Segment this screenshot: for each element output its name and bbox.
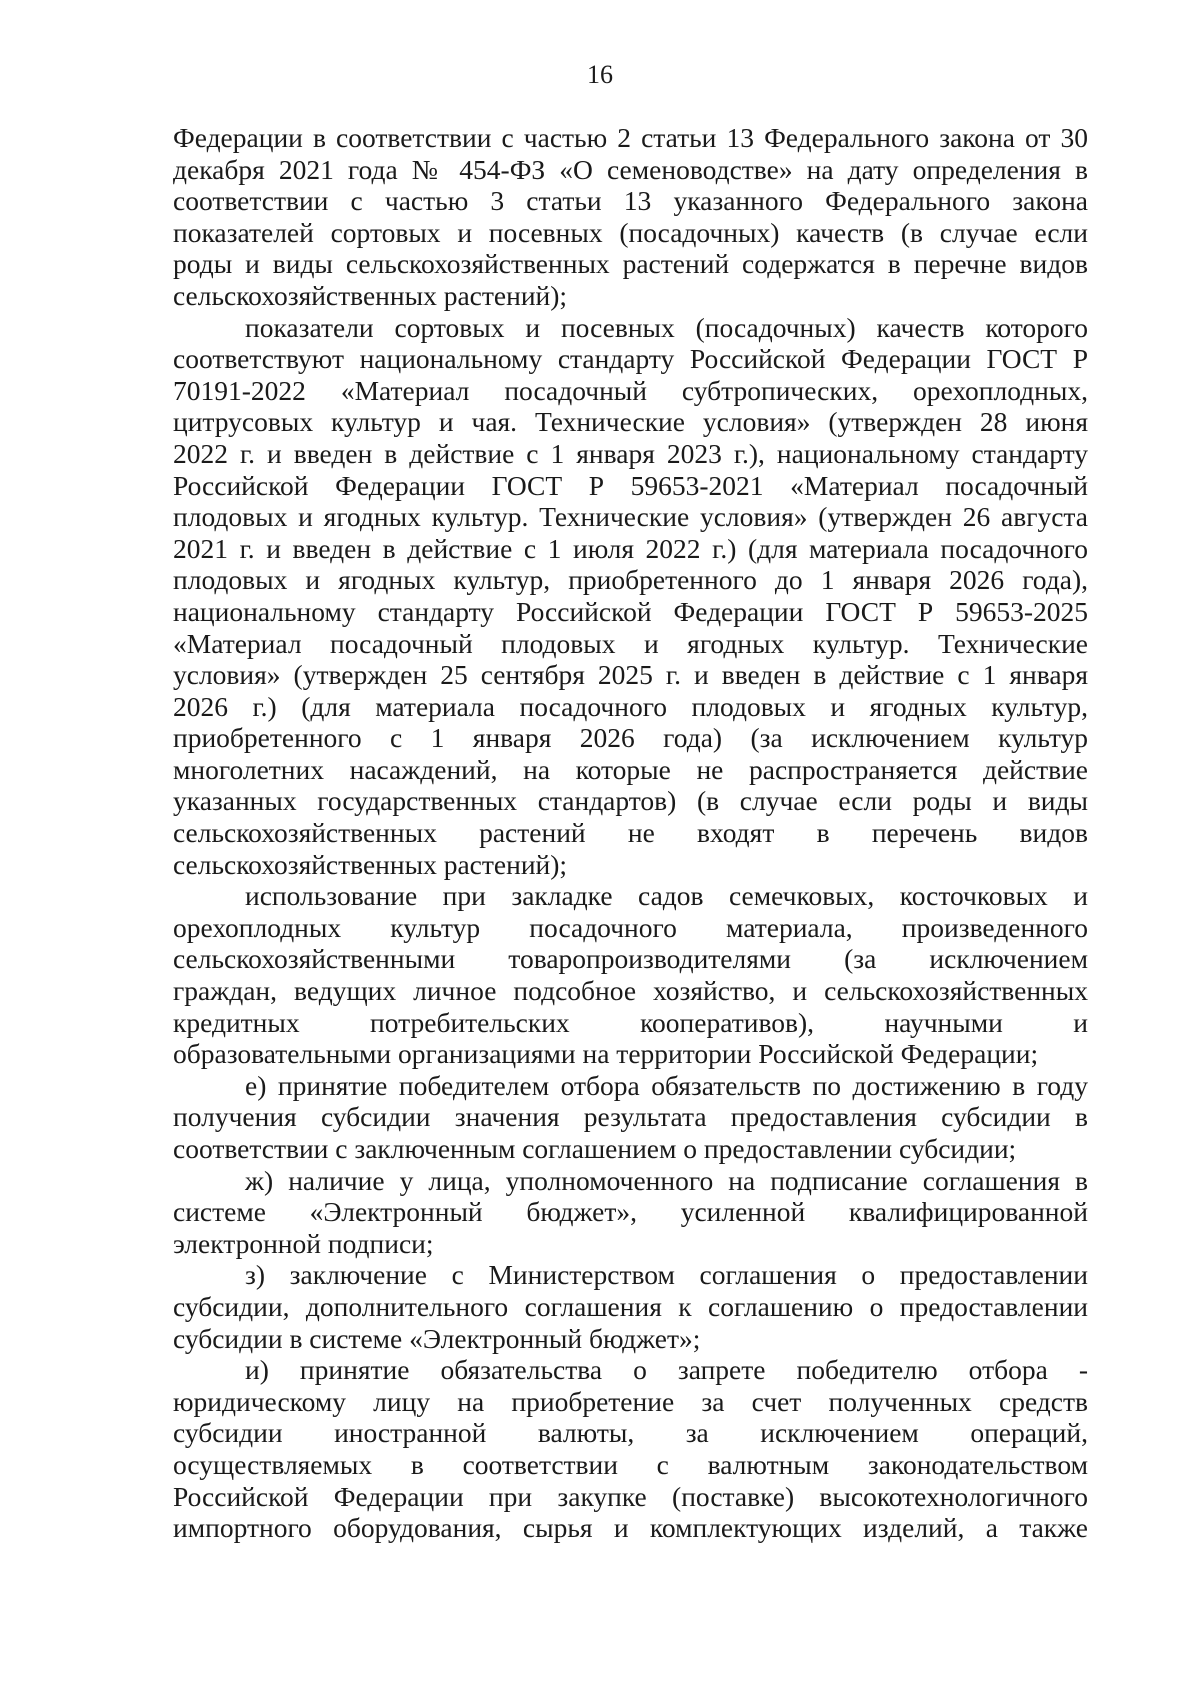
text-line: плодовых и ягодных культур, приобретенного до 1 января 2026 года), bbox=[173, 564, 1088, 596]
text-line: сельскохозяйственных растений); bbox=[173, 279, 568, 311]
text-line: осуществляемых в соответствии с валютным законодательством bbox=[173, 1448, 1088, 1480]
text-line: 2026 г.) (для материала посадочного плодовых и ягодных культур, bbox=[173, 690, 1088, 722]
text-line: национальному стандарту Российской Федерации ГОСТ Р 59653-2025 bbox=[173, 595, 1088, 627]
text-line: субсидии в системе «Электронный бюджет»; bbox=[173, 1322, 701, 1354]
text-line: и) принятие обязательства о запрете победителю отбора - bbox=[245, 1354, 1088, 1386]
page-number: 16 bbox=[587, 60, 613, 89]
text-line: импортного оборудования, сырья и комплектующих изделий, а также bbox=[173, 1512, 1088, 1544]
text-line: з) заключение с Министерством соглашения о предоставлении bbox=[245, 1259, 1088, 1291]
paragraph bbox=[173, 1070, 1088, 1165]
text-line: Российской Федерации ГОСТ Р 59653-2021 «Материал посадочный bbox=[173, 469, 1088, 501]
text-line: Российской Федерации при закупке (поставке) высокотехнологичного bbox=[173, 1480, 1088, 1512]
text-line: ж) наличие у лица, уполномоченного на подписание соглашения в bbox=[245, 1164, 1088, 1196]
text-line: роды и виды сельскохозяйственных растений содержатся в перечне видов bbox=[173, 248, 1088, 280]
paragraph bbox=[173, 122, 1088, 312]
document-body bbox=[173, 122, 1088, 1544]
text-line: цитрусовых культур и чая. Технические условия» (утвержден 28 июня bbox=[173, 406, 1088, 438]
text-line: соответствии с заключенным соглашением о предоставлении субсидии; bbox=[173, 1133, 1017, 1164]
text-line: 2022 г. и введен в действие с 1 января 2023 г.), национальному стандарту bbox=[173, 437, 1088, 469]
text-line: использование при закладке садов семечковых, косточковых и bbox=[245, 880, 1088, 912]
text-line: приобретенного с 1 января 2026 года) (за исключением культур bbox=[173, 722, 1088, 754]
text-line: получения субсидии значения результата предоставления субсидии в bbox=[173, 1101, 1088, 1133]
text-line: Федерации в соответствии с частью 2 статьи 13 Федерального закона от 30 bbox=[173, 122, 1088, 153]
text-line: сельскохозяйственными товаропроизводителями (за исключением bbox=[173, 943, 1088, 975]
text-line: показатели сортовых и посевных (посадочных) качеств которого bbox=[245, 311, 1088, 343]
text-line: сельскохозяйственных растений); bbox=[173, 848, 568, 880]
text-line: многолетних насаждений, на которые не распространяется действие bbox=[173, 753, 1088, 785]
paragraph bbox=[173, 1354, 1088, 1544]
text-line: плодовых и ягодных культур. Технические условия» (утвержден 26 августа bbox=[173, 501, 1088, 533]
text-line: граждан, ведущих личное подсобное хозяйство, и сельскохозяйственных bbox=[173, 975, 1088, 1007]
text-line: условия» (утвержден 25 сентября 2025 г. и введен в действие с 1 января bbox=[173, 659, 1088, 691]
paragraph bbox=[173, 1165, 1088, 1260]
text-line: кредитных потребительских кооперативов), научными и bbox=[173, 1006, 1088, 1038]
text-line: соответствии с частью 3 статьи 13 указанного Федерального закона bbox=[173, 185, 1088, 217]
paragraph bbox=[173, 312, 1088, 881]
text-line: соответствуют национальному стандарту Российской Федерации ГОСТ Р bbox=[173, 343, 1088, 375]
text-line: субсидии, дополнительного соглашения к соглашению о предоставлении bbox=[173, 1290, 1088, 1322]
text-line: декабря 2021 года № 454-ФЗ «О семеноводстве» на дату определения в bbox=[173, 153, 1088, 185]
text-line: указанных государственных стандартов) (в случае если роды и виды bbox=[173, 785, 1088, 817]
text-line: «Материал посадочный плодовых и ягодных культур. Технические bbox=[173, 627, 1088, 659]
text-line: е) принятие победителем отбора обязательств по достижению в году bbox=[245, 1069, 1088, 1101]
text-line: образовательными организациями на территории Российской Федерации; bbox=[173, 1038, 1039, 1070]
text-line: сельскохозяйственных растений не входят в перечень видов bbox=[173, 817, 1088, 849]
text-line: электронной подписи; bbox=[173, 1227, 434, 1259]
text-line: орехоплодных культур посадочного материала, произведенного bbox=[173, 911, 1088, 943]
paragraph bbox=[173, 880, 1088, 1070]
text-line: субсидии иностранной валюты, за исключением операций, bbox=[173, 1417, 1088, 1449]
text-line: показателей сортовых и посевных (посадочных) качеств (в случае если bbox=[173, 216, 1088, 248]
text-line: юридическому лицу на приобретение за счет полученных средств bbox=[173, 1385, 1088, 1417]
paragraph bbox=[173, 1259, 1088, 1354]
text-line: 70191-2022 «Материал посадочный субтропических, орехоплодных, bbox=[173, 374, 1088, 406]
text-line: системе «Электронный бюджет», усиленной квалифицированной bbox=[173, 1196, 1088, 1228]
text-line: 2021 г. и введен в действие с 1 июля 2022 г.) (для материала посадочного bbox=[173, 532, 1088, 564]
